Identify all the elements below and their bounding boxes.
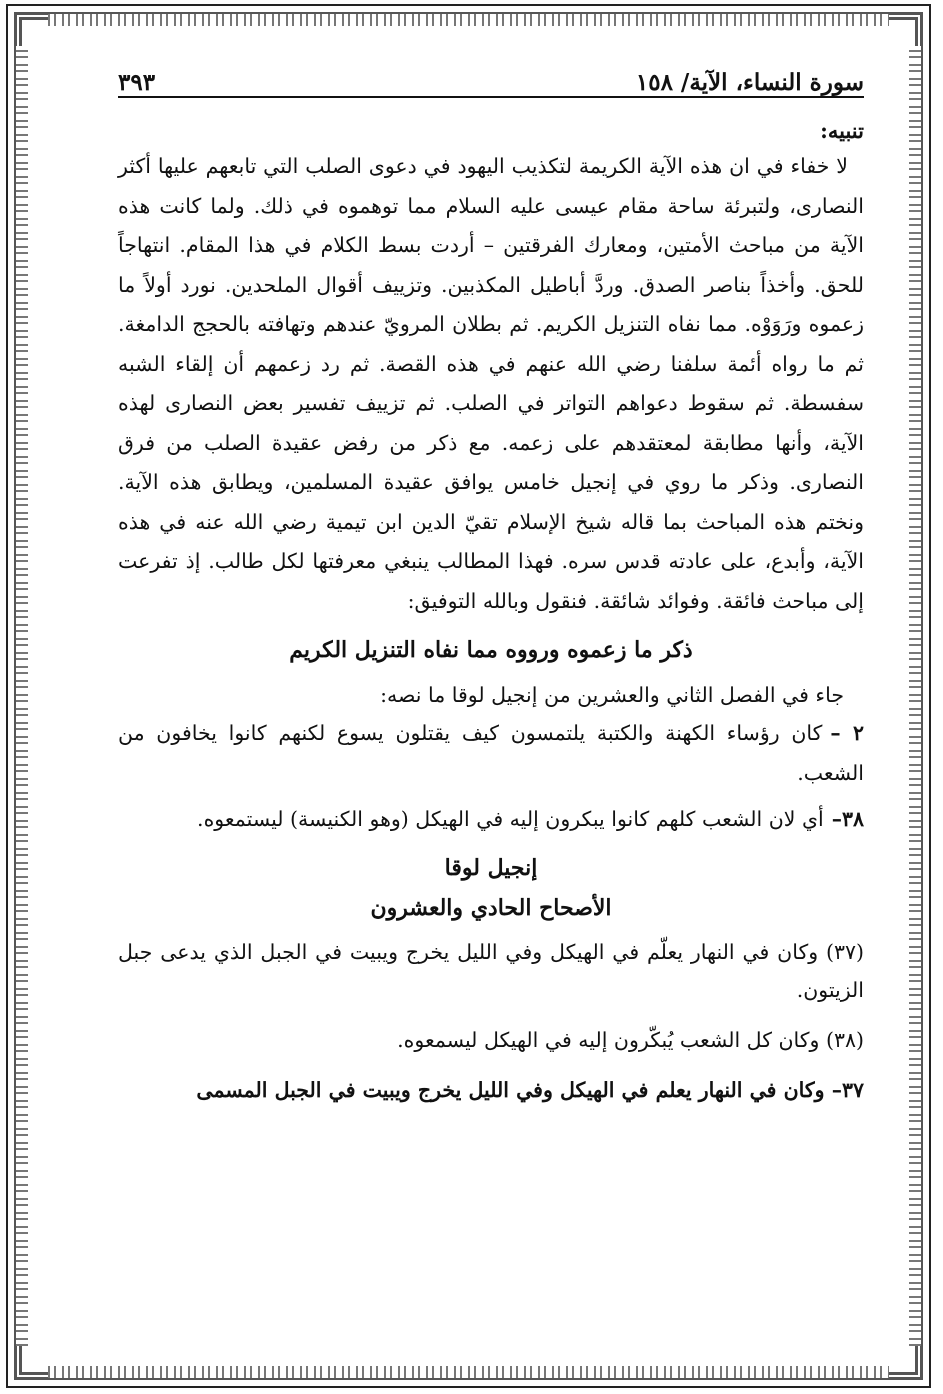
surah-title: سورة النساء، الآية/ ١٥٨: [635, 69, 864, 96]
ornamental-border-left: [16, 46, 28, 1346]
verse-number: ٣٨–: [831, 807, 864, 831]
chapter-title: الأصحاح الحادي والعشرون: [370, 895, 612, 921]
chapter-line: (٣٧) وكان في النهار يعلّم في الهيكل وفي الليل يخرج ويبيت في الجبل الذي يدعى جبل الزيتون.: [118, 940, 864, 1002]
last-line: ٣٧– وكان في النهار يعلم في الهيكل وفي الليل يخرج ويبيت في الجبل المسمى: [196, 1078, 864, 1102]
intro-paragraph: لا خفاء في ان هذه الآية الكريمة لتكذيب اليهود في دعوى الصلب التي تابعهم عليها أكثر النصارى، ولتبرئة ساحة مقام عيسى عليه السلام مما توهموه في ذلك. ولما كانت هذه الآية من مباحث الأمتين، ومعارك الفرقتين – أردت بسط الكلام في هذا المقام. انتهاجاً للحق. وأخذاً بناصر الصدق. وردَّ أباطيل المكذبين. وتزييف أقوال الملحدين. نورد أولاً ما زعموه ورَوَوْه. مما نفاه التنزيل الكريم. ثم بطلان المرويّ عندهم وتهافته بالحجج الدامغة. ثم ما رواه أئمة سلفنا رضي الله عنهم في هذه القصة. ثم رد زعمهم أن إلقاء الشبه سفسطة. ثم سقوط دعواهم التواتر في الصلب. ثم تزييف تفسير بعض النصارى لهذه الآية، وأنها مطابقة لمعتقدهم على زعمه. مع ذكر من رفض عقيدة الصلب من فرق النصارى. وذكر ما روي في إنجيل خامس يوافق عقيدة المسلمين، ويطابق هذه الآية. ونختم هذه المباحث بما قاله شيخ الإسلام تقيّ الدين ابن تيمية رضي الله عنه في هذه الآية، وأبدع، على عادته قدس سره. فهذا المطالب ينبغي معرفتها لكل طالب. إذ تفرعت إلى مباحث فائقة. وفوائد شائقة. فنقول وبالله التوفيق:: [118, 154, 865, 613]
gospel-title: إنجيل لوقا: [444, 855, 538, 881]
ornamental-border-top: [48, 14, 889, 26]
running-head: [118, 62, 864, 98]
verse-item: [118, 799, 864, 839]
verse-number: ٢ –: [830, 721, 864, 745]
verse-item: [118, 713, 864, 793]
verse-text: كان رؤساء الكهنة والكتبة يلتمسون كيف يقتلون يسوع لكنهم كانوا يخافون من الشعب.: [118, 721, 864, 785]
note-label: تنبيه:: [820, 118, 864, 143]
page-content: [118, 62, 864, 1109]
chapter-line: (٣٨) وكان كل الشعب يُبكّرون إليه في الهيكل ليسمعوه.: [397, 1028, 864, 1052]
page-number: ٣٩٣: [118, 69, 156, 96]
ornamental-border-bottom: [48, 1366, 889, 1378]
verse-text: أي لان الشعب كلهم كانوا يبكرون إليه في الهيكل (وهو الكنيسة) ليستمعوه.: [197, 807, 824, 831]
ornamental-border-right: [909, 46, 921, 1346]
luke22-intro: جاء في الفصل الثاني والعشرين من إنجيل لوقا ما نصه:: [380, 683, 844, 707]
section-heading: ذكر ما زعموه ورووه مما نفاه التنزيل الكريم: [289, 637, 693, 663]
